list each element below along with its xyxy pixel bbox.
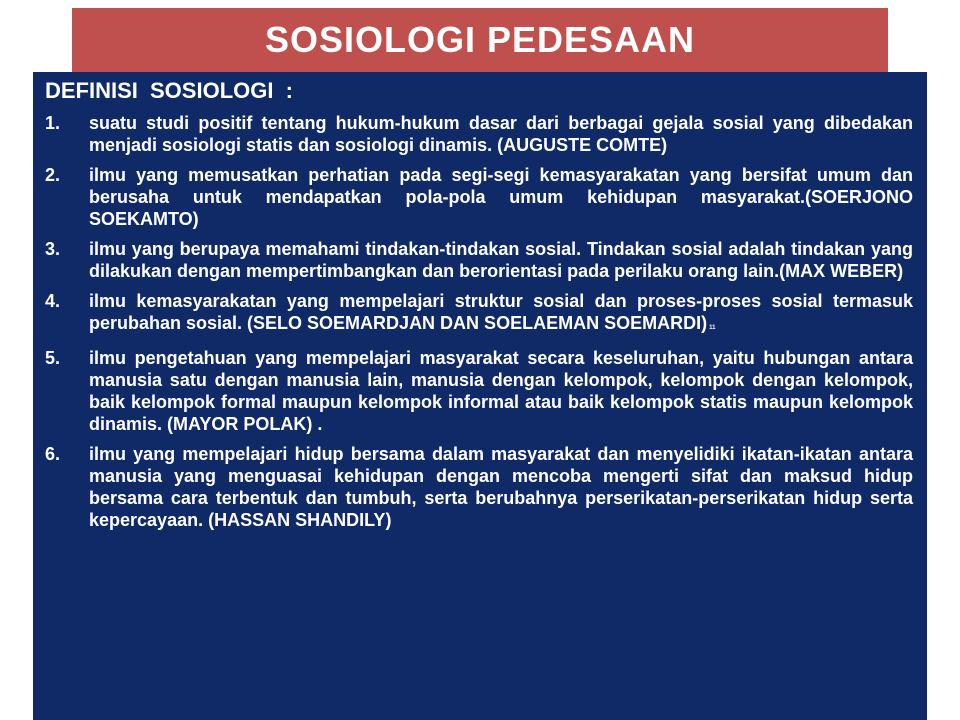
item-number: 5.	[45, 348, 61, 368]
item-number: 6.	[45, 444, 61, 464]
item-text: suatu studi positif tentang hukum-hukum dasar dari berbagai gejala sosial yang dibedakan menjadi sosiologi statis dan sosiologi dinamis. (AUGUSTE COMTE)	[89, 113, 913, 155]
item-text: ilmu pengetahuan yang mempelajari masyarakat secara keseluruhan, yaitu hubungan antara manusia satu dengan manusia lain, manusia dengan kelompok, kelompok dengan kelompok, baik kelompok formal maupun kelompok informal atau baik kelompok statis maupun kelompok dinamis. (MAYOR POLAK) .	[89, 348, 913, 434]
item-text: ilmu yang berupaya memahami tindakan-tindakan sosial. Tindakan sosial adalah tindakan yang dilakukan dengan mempertimbangkan dan berorientasi pada perilaku orang lain.(MAX WEBER)	[89, 239, 913, 281]
item-number: 4.	[45, 291, 61, 311]
footnote-marker: 11	[709, 325, 716, 331]
item-text: ilmu yang memusatkan perhatian pada segi-segi kemasyarakatan yang bersifat umum dan berusaha untuk mendapatkan pola-pola umum kehidupan masyarakat.(SOERJONO SOEKAMTO)	[89, 165, 913, 229]
title-bar	[72, 8, 888, 72]
item-text: ilmu kemasyarakatan yang mempelajari struktur sosial dan proses-proses sosial termasuk perubahan sosial. (SELO SOEMARDJAN DAN SOELAEMAN SOEMARDI)	[89, 291, 913, 333]
item-number: 3.	[45, 239, 61, 259]
item-number: 1.	[45, 113, 61, 133]
item-text: ilmu yang mempelajari hidup bersama dalam masyarakat dan menyelidiki ikatan-ikatan antara manusia yang menguasai kehidupan dengan mencoba mengerti sifat dan maksud hidup bersama cara terbentuk dan tumbuh, serta berubahnya perserikatan-perserikatan hidup serta kepercayaan. (HASSAN SHANDILY)	[89, 444, 913, 530]
slide-title: SOSIOLOGI PEDESAAN	[264, 19, 696, 60]
list-item	[45, 164, 913, 230]
list-item	[45, 238, 913, 282]
section-heading: DEFINISI SOSIOLOGI :	[45, 78, 293, 103]
list-item	[45, 443, 913, 531]
item-number: 2.	[45, 165, 61, 185]
list-item	[45, 112, 913, 156]
list-item	[45, 347, 913, 435]
item-text-wrap	[89, 290, 913, 339]
content-panel	[33, 72, 927, 720]
definition-list	[45, 112, 913, 531]
list-item	[45, 290, 913, 339]
